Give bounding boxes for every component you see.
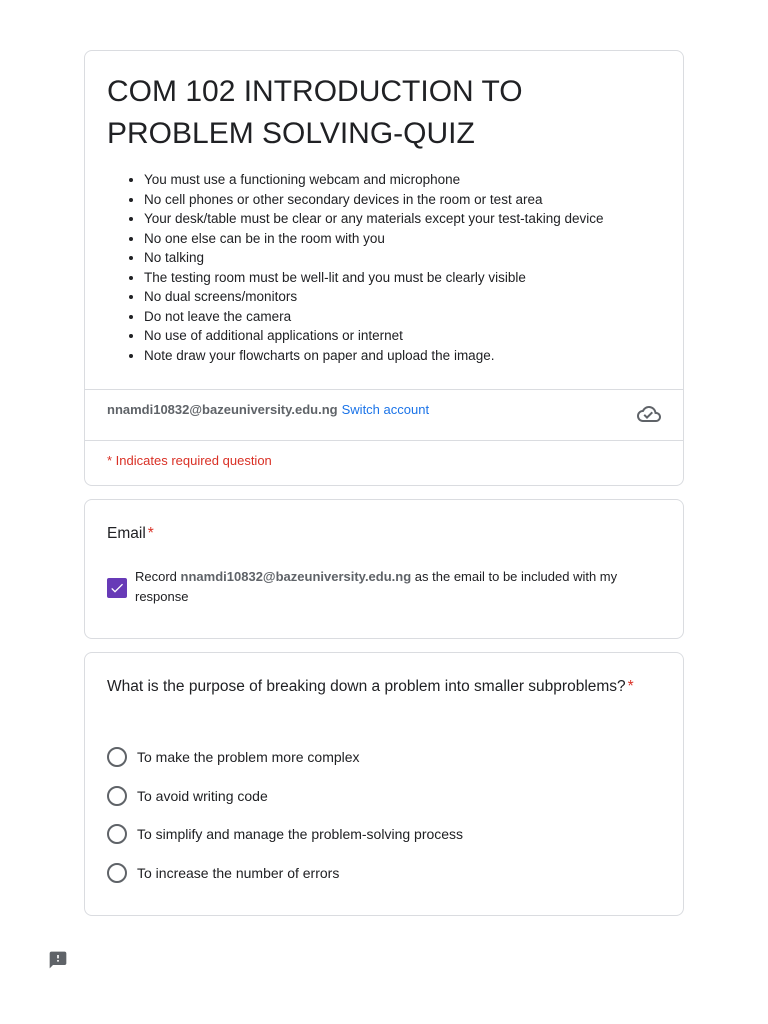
rule-item: • No one else can be in the room with you: [144, 229, 603, 249]
answer-option[interactable]: [107, 784, 268, 808]
report-feedback-icon[interactable]: [48, 950, 68, 970]
rule-item: • No use of additional applications or internet: [144, 326, 603, 346]
record-email-label: [135, 567, 645, 607]
question-title: [107, 676, 634, 698]
record-suffix: as the email to be included with my response: [135, 569, 618, 604]
option-label: To simplify and manage the problem-solving process: [137, 826, 464, 842]
check-icon: [109, 580, 125, 596]
question-text: What is the purpose of breaking down a problem into smaller subproblems?: [107, 678, 626, 695]
cloud-done-icon[interactable]: [637, 402, 661, 426]
rule-item: • No dual screens/monitors: [144, 287, 603, 307]
rules-list: [107, 170, 603, 365]
question-card: [84, 652, 684, 916]
rule-item: • The testing room must be well-lit and you must be clearly visible: [144, 268, 603, 288]
email-question-title: [107, 523, 154, 545]
answer-option[interactable]: [107, 861, 339, 885]
required-note: * Indicates required question: [107, 453, 272, 468]
option-label: To make the problem more complex: [137, 749, 360, 765]
account-row: [107, 401, 429, 419]
rule-item: • Your desk/table must be clear or any materials except your test-taking device: [144, 209, 603, 229]
record-prefix: Record: [135, 569, 177, 584]
record-email-checkbox[interactable]: [107, 578, 127, 598]
required-star: *: [147, 525, 154, 542]
form-header-card: [84, 50, 684, 486]
radio-button[interactable]: [107, 786, 127, 806]
radio-button[interactable]: [107, 863, 127, 883]
account-email: nnamdi10832@bazeuniversity.edu.ng: [107, 402, 338, 417]
record-email: nnamdi10832@bazeuniversity.edu.ng: [180, 569, 412, 584]
answer-option[interactable]: [107, 822, 463, 846]
rule-item: • Do not leave the camera: [144, 307, 603, 327]
option-label: To avoid writing code: [137, 788, 268, 804]
option-label: To increase the number of errors: [137, 865, 340, 881]
divider: [85, 389, 683, 390]
radio-button[interactable]: [107, 824, 127, 844]
divider: [85, 440, 683, 441]
form-title: COM 102 INTRODUCTION TO PROBLEM SOLVING-QUIZ: [107, 75, 523, 150]
radio-button[interactable]: [107, 747, 127, 767]
switch-account-link[interactable]: Switch account: [341, 402, 430, 417]
rule-item: • No talking: [144, 248, 603, 268]
rule-item: • No cell phones or other secondary devices in the room or test area: [144, 190, 603, 210]
rule-item: • You must use a functioning webcam and microphone: [144, 170, 603, 190]
email-question-label: Email: [107, 525, 146, 542]
email-question-card: [84, 499, 684, 639]
required-star: *: [627, 678, 634, 695]
rule-item: • Note draw your flowcharts on paper and upload the image.: [144, 346, 603, 366]
answer-option[interactable]: [107, 745, 360, 769]
